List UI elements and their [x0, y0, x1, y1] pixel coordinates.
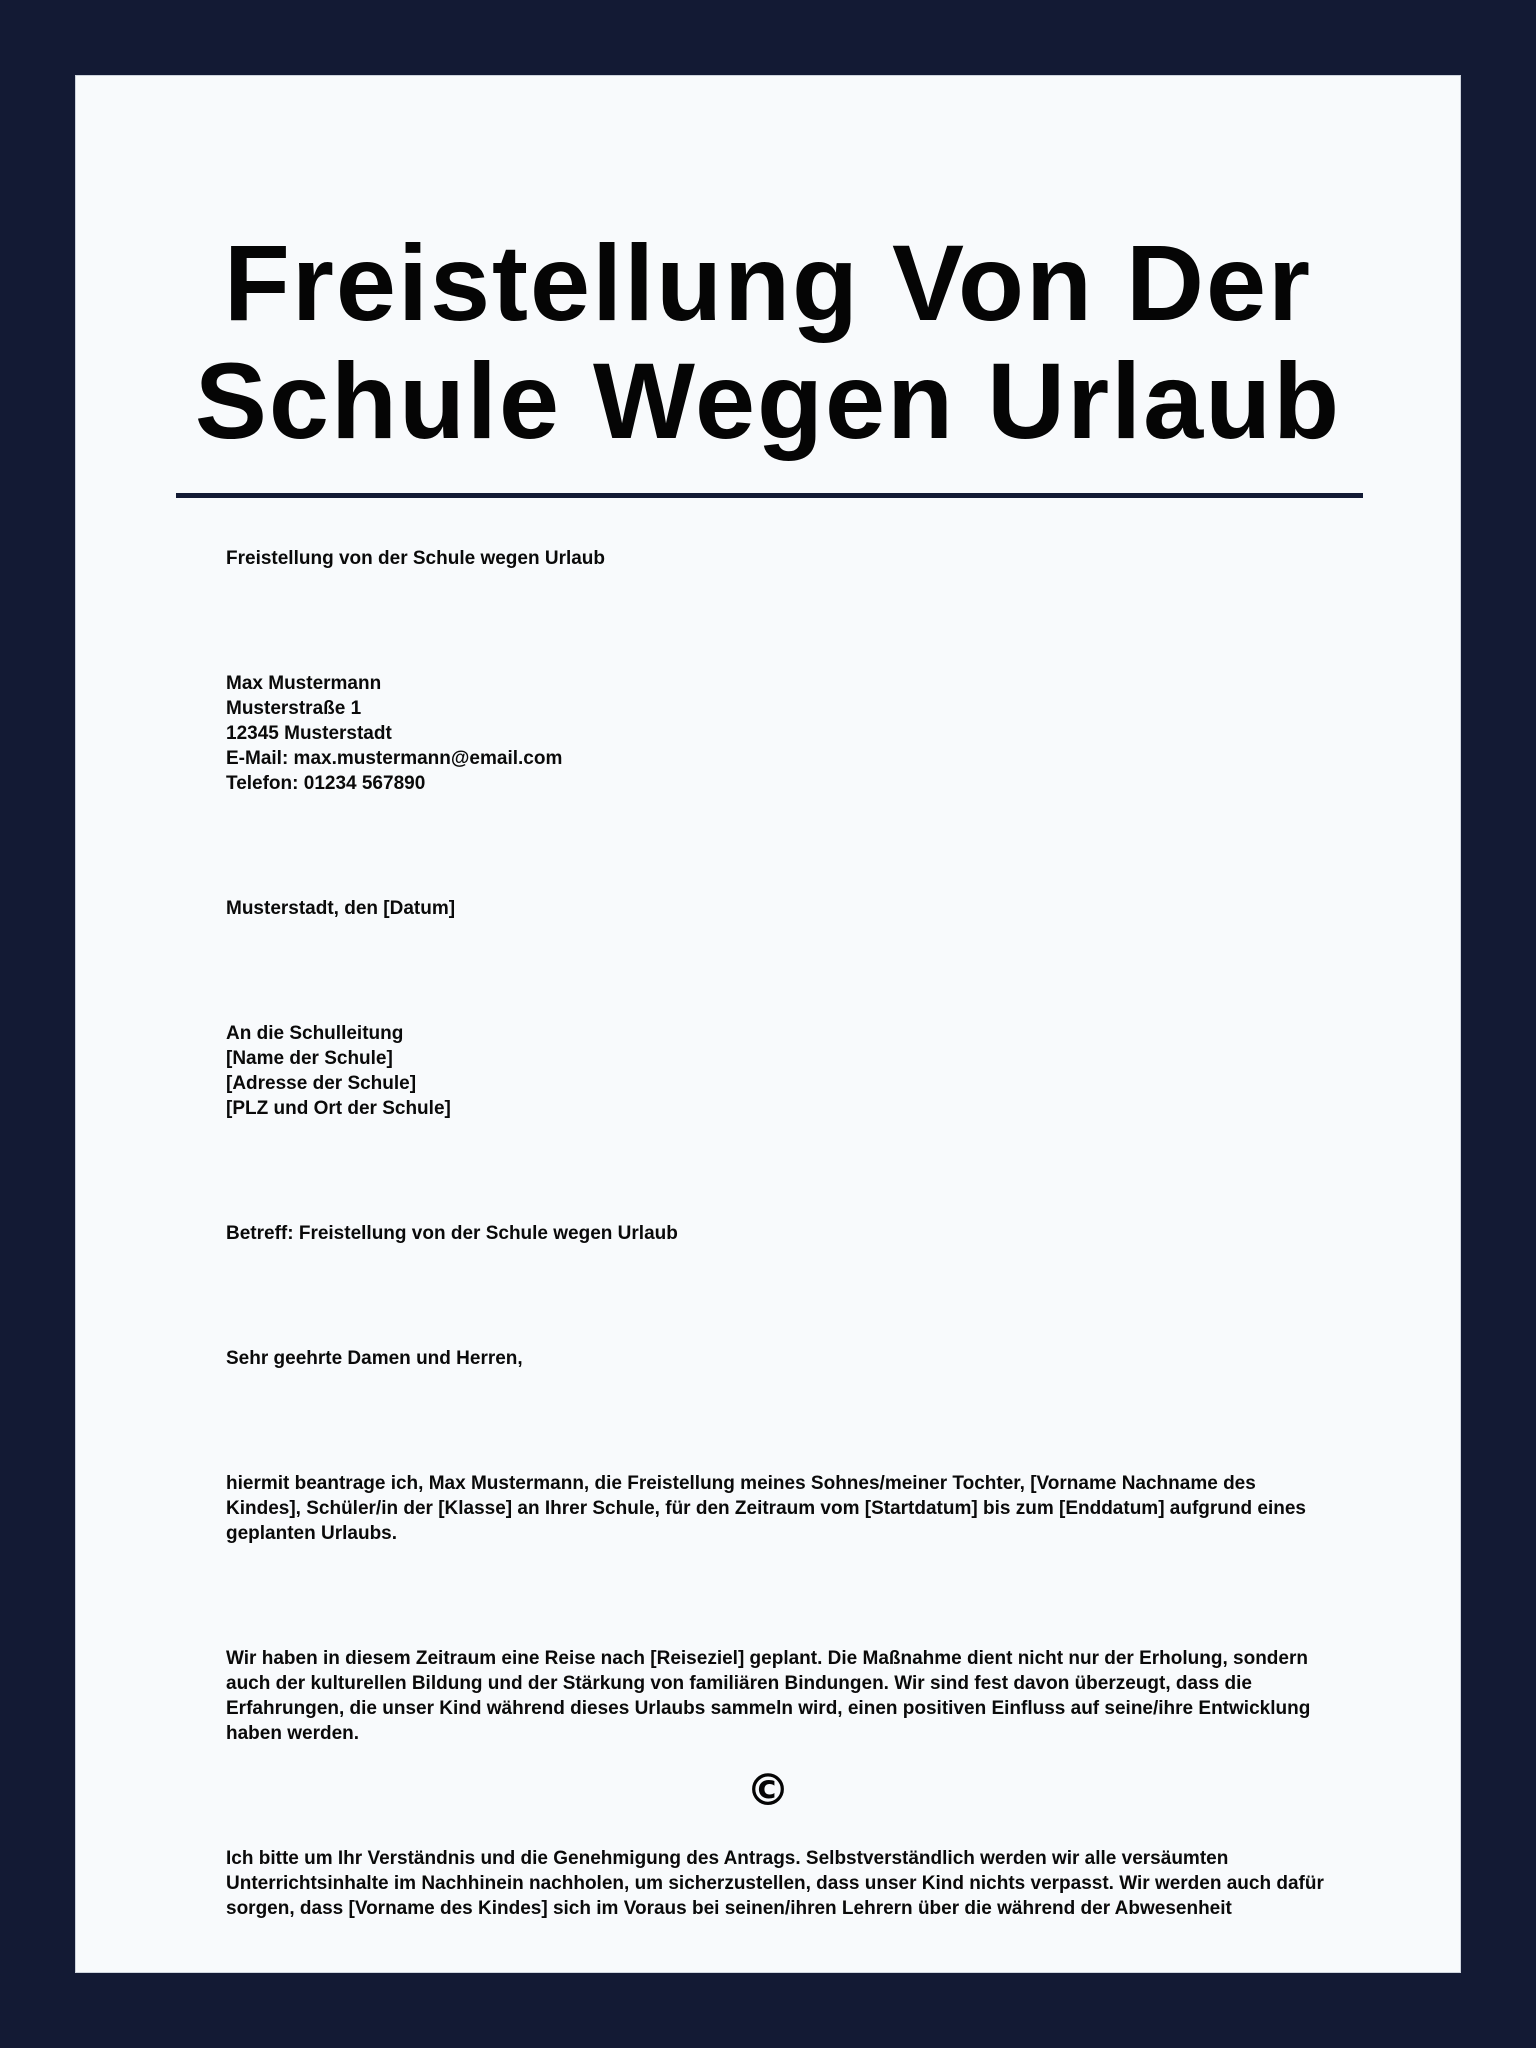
- recipient-line-4: [PLZ und Ort der Schule]: [226, 1098, 451, 1119]
- heading-line: Freistellung von der Schule wegen Urlaub: [226, 548, 606, 569]
- sender-name: Max Mustermann: [226, 673, 382, 694]
- subject-line: Betreff: Freistellung von der Schule wegen Urlaub: [226, 1223, 678, 1244]
- place-date: Musterstadt, den [Datum]: [226, 898, 456, 919]
- document-page: [75, 75, 1461, 1973]
- salutation: Sehr geehrte Damen und Herren,: [226, 1348, 523, 1369]
- copyright-icon: ©: [746, 1765, 790, 1816]
- recipient-line-1: An die Schulleitung: [226, 1023, 404, 1044]
- sender-phone: Telefon: 01234 567890: [226, 773, 426, 794]
- sender-street: Musterstraße 1: [226, 698, 362, 719]
- title-divider: [176, 493, 1363, 498]
- recipient-block: [226, 1021, 1336, 1121]
- sender-email: E-Mail: max.mustermann@email.com: [226, 748, 563, 769]
- paragraph-1: hiermit beantrage ich, Max Mustermann, die Freistellung meines Sohnes/meiner Tochter, [Vorname Nachname des Kindes], Schüler/in der [Klasse] an Ihrer Schule, für den Zeitraum vom [Startdatum] bis zum [Enddatum] aufgrund eines geplanten Urlaubs.: [226, 1473, 1306, 1544]
- letter-body: [226, 546, 1336, 1919]
- recipient-line-3: [Adresse der Schule]: [226, 1073, 417, 1094]
- sender-block: [226, 671, 1336, 796]
- recipient-line-2: [Name der Schule]: [226, 1048, 393, 1069]
- paragraph-3: Ich bitte um Ihr Verständnis und die Genehmigung des Antrags. Selbstverständlich werden wir alle versäumten Unterrichtsinhalte im Nachhinein nachholen, um sicherzustellen, dass unser Kind nichts verpasst. Wir werden auch dafür sorgen, dass [Vorname des Kindes] sich im Voraus bei seinen/ihren Lehrern über die während der Abwesenheit: [226, 1848, 1324, 1919]
- sender-city: 12345 Musterstadt: [226, 723, 392, 744]
- paragraph-2: Wir haben in diesem Zeitraum eine Reise nach [Reiseziel] geplant. Die Maßnahme dient nicht nur der Erholung, sondern auch der kulturellen Bildung und der Stärkung von familiären Bindungen. Wir sind fest davon überzeugt, dass die Erfahrungen, die unser Kind während dieses Urlaubs sammeln wird, einen positiven Einfluss auf seine/ihre Entwicklung haben werden.: [226, 1648, 1311, 1744]
- document-title: Freistellung Von Der Schule Wegen Urlaub: [194, 222, 1342, 461]
